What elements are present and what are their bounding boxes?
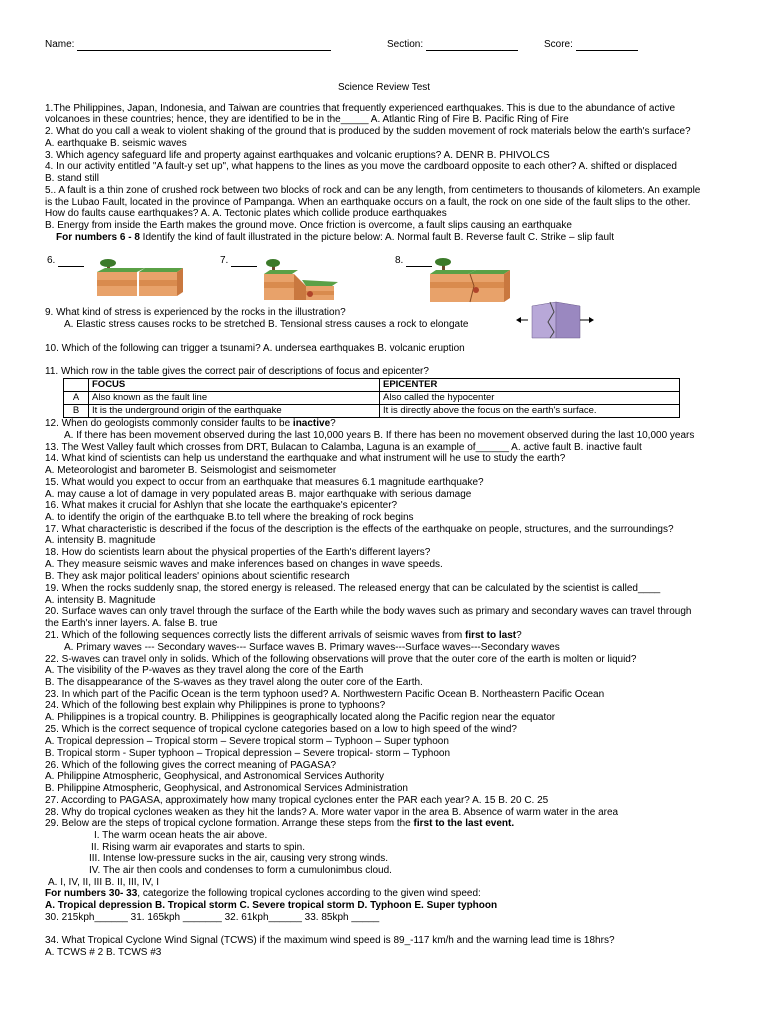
q24-options: A. Philippines is a tropical country. B. Philippines is geographically located along the Pacific region near the equator (45, 712, 556, 723)
table-row (64, 392, 680, 405)
q7-blank[interactable] (231, 256, 257, 267)
q18-stem: 18. How do scientists learn about the physical properties of the Earth's different layers? (45, 547, 431, 558)
q6-8-lead: For numbers 6 - 8 (56, 232, 140, 243)
q25-option-a: A. Tropical depression – Tropical storm – Severe tropical storm – Typhoon – Super typhoon (45, 736, 449, 747)
q25-option-b: B. Tropical storm - Super typhoon – Tropical depression – Severe tropical- storm – Typhoon (45, 748, 451, 759)
q18-option-a: A. They measure seismic waves and make inferences based on changes in wave speeds. (45, 559, 443, 570)
q22-option-b: B. The disappearance of the S-waves as they travel along the outer core of the Earth. (45, 677, 423, 688)
q26-stem: 26. Which of the following gives the correct meaning of PAGASA? (45, 760, 337, 771)
q1-line2: volcanoes in these countries; hence, they are identified to be in the_____ A. Atlantic Ring of Fire B. Pacific Ring of Fire (45, 114, 569, 125)
q17-options: A. intensity B. magnitude (45, 535, 156, 546)
fault-illustration-7 (262, 258, 340, 306)
q10-line: 10. Which of the following can trigger a tsunami? A. undersea earthquakes B. volcanic eruption (45, 343, 465, 354)
score-blank[interactable] (576, 40, 638, 51)
q26-option-b: B. Philippine Atmospheric, Geophysical, and Astronomical Services Administration (45, 783, 408, 794)
stress-illustration (514, 298, 596, 342)
q11-stem: 11. Which row in the table gives the correct pair of descriptions of focus and epicenter? (45, 366, 429, 377)
q21-stem: 21. Which of the following sequences correctly lists the different arrivals of seismic waves from first to last? (45, 630, 522, 641)
row-key: A (64, 392, 89, 405)
name-blank[interactable] (77, 40, 331, 51)
q19-options: A. intensity B. Magnitude (45, 595, 156, 606)
q2-options: A. earthquake B. seismic waves (45, 138, 187, 149)
q34-options: A. TCWS # 2 B. TCWS #3 (45, 947, 162, 958)
epicenter-header: EPICENTER (380, 379, 680, 392)
q16-stem: 16. What makes it crucial for Ashlyn that she locate the earthquake's epicenter? (45, 500, 398, 511)
q18-option-b: B. They ask major political leaders' opinions about scientific research (45, 571, 350, 582)
q4-line2: B. stand still (45, 173, 99, 184)
q29-stem: 29. Below are the steps of tropical cyclone formation. Arrange these steps from the first to the last event. (45, 818, 515, 829)
name-field[interactable] (45, 39, 331, 51)
epicenter-cell: It is directly above the focus on the earth's surface. (380, 405, 680, 418)
focus-epicenter-table (63, 378, 680, 418)
q27-line: 27. According to PAGASA, approximately how many tropical cyclones enter the PAR each year? A. 15 B. 20 C. 25 (45, 795, 549, 806)
q21-options: A. Primary waves --- Secondary waves--- Surface waves B. Primary waves---Surface waves---Secondary waves (64, 642, 560, 653)
q12-stem: 12. When do geologists commonly consider faults to be inactive? (45, 418, 336, 429)
section-label: Section: (387, 39, 424, 50)
row-key: B (64, 405, 89, 418)
section-field[interactable] (387, 39, 518, 51)
q29-options: A. I, IV, II, III B. II, III, IV, I (48, 877, 159, 888)
q34-stem: 34. What Tropical Cyclone Wind Signal (TCWS) if the maximum wind speed is 89_-117 km/h and the warning lead time is 18hrs? (45, 935, 615, 946)
q13-line: 13. The West Valley fault which crosses from DRT, Bulacan to Calamba, Laguna is an example of______ A. active fault B. inactive fault (45, 442, 642, 453)
q29-step-3: III. Intense low-pressure sucks in the air, causing very strong winds. (89, 853, 389, 864)
q9-stem: 9. What kind of stress is experienced by the rocks in the illustration? (45, 307, 346, 318)
q2-stem: 2. What do you call a weak to violent shaking of the ground that is produced by the sudden movement of rock materials below the earth's surface? (45, 126, 691, 137)
section-blank[interactable] (426, 40, 518, 51)
table-header-row (64, 379, 680, 392)
focus-header: FOCUS (89, 379, 380, 392)
q6-number: 6. (47, 255, 84, 267)
q15-options: A. may cause a lot of damage in very populated areas B. major earthquake with serious damage (45, 489, 472, 500)
q29-step-4: IV. The air then cools and condenses to form a cumulonimbus cloud. (89, 865, 392, 876)
q19-stem: 19. When the rocks suddenly snap, the stored energy is released. The released energy that can be calculated by the scientist is called____ (45, 583, 661, 594)
q30-33-choices: A. Tropical depression B. Tropical storm C. Severe tropical storm D. Typhoon E. Super typhoon (45, 900, 498, 911)
focus-cell: It is the underground origin of the earthquake (89, 405, 380, 418)
focus-cell: Also known as the fault line (89, 392, 380, 405)
q23-line: 23. In which part of the Pacific Ocean is the term typhoon used? A. Northwestern Pacific Ocean B. Northeastern Pacific Ocean (45, 689, 605, 700)
q6-8-instruction (56, 232, 614, 244)
q29-step-1: I. The warm ocean heats the air above. (94, 830, 268, 841)
table-row (64, 405, 680, 418)
q22-stem: 22. S-waves can travel only in solids. Which of the following observations will prove that the outer core of the earth is molten or liquid? (45, 654, 637, 665)
q29-step-2: II. Rising warm air evaporates and starts to spin. (91, 842, 305, 853)
q4-line1: 4. In our activity entitled "A fault-y set up", what happens to the lines as you move the cardboard opposite to each other? A. shifted or displaced (45, 161, 677, 172)
q6-blank[interactable] (58, 256, 84, 267)
score-label: Score: (544, 39, 573, 50)
q20-line2: the Earth's inner layers. A. false B. true (45, 618, 218, 629)
q26-option-a: A. Philippine Atmospheric, Geophysical, and Astronomical Services Authority (45, 771, 385, 782)
q5-line3: How do faults cause earthquakes? A. A. Tectonic plates which collide produce earthquakes (45, 208, 447, 219)
q15-stem: 15. What would you expect to occur from an earthquake that measures 6.1 magnitude earthquake? (45, 477, 484, 488)
q5-line1: 5.. A fault is a thin zone of crushed rock between two blocks of rock and can be any length, from centimeters to thousands of kilometers. An example (45, 185, 701, 196)
fault-illustration-8 (428, 258, 512, 306)
q5-line2: is the Lubao Fault, located in the province of Pampanga. When an earthquake occurs on a fault, the rock on one side of the fault slips to the other. (45, 197, 691, 208)
q12-options: A. If there has been movement observed during the last 10,000 years B. If there has been no movement observed during the last 10,000 years (64, 430, 695, 441)
q16-options: A. to identify the origin of the earthquake B.to tell where the breaking of rock begins (45, 512, 414, 523)
q22-option-a: A. The visibility of the P-waves as they travel along the core of the Earth (45, 665, 364, 676)
epicenter-cell: Also called the hypocenter (380, 392, 680, 405)
name-label: Name: (45, 39, 75, 50)
q7-number: 7. (220, 255, 257, 267)
q3-line: 3. Which agency safeguard life and property against earthquakes and volcanic eruptions? A. DENR B. PHIVOLCS (45, 150, 550, 161)
q5-line4: B. Energy from inside the Earth makes the ground move. Once friction is overcome, a fault slips causing an earthquake (45, 220, 572, 231)
q6-8-rest: Identify the kind of fault illustrated in the picture below: A. Normal fault B. Reverse fault C. Strike – slip fault (139, 232, 615, 243)
q25-stem: 25. Which is the correct sequence of tropical cyclone categories based on a low to high speed of the wind? (45, 724, 517, 735)
fault-illustration-6 (93, 258, 185, 300)
q20-line1: 20. Surface waves can only travel through the surface of the Earth while the body waves such as primary and secondary waves can travel through (45, 606, 692, 617)
q24-stem: 24. Which of the following best explain why Philippines is prone to typhoons? (45, 700, 386, 711)
q14-options: A. Meteorologist and barometer B. Seismologist and seismometer (45, 465, 337, 476)
q1-line1: 1.The Philippines, Japan, Indonesia, and Taiwan are countries that frequently experienced earthquakes. This is due to the abundance of active (45, 103, 676, 114)
page-title: Science Review Test (337, 82, 431, 93)
q28-line: 28. Why do tropical cyclones weaken as they hit the lands? A. More water vapor in the area B. Absence of warm water in the area (45, 807, 619, 818)
q9-options: A. Elastic stress causes rocks to be stretched B. Tensional stress causes a rock to elongate (64, 319, 469, 330)
q14-stem: 14. What kind of scientists can help us understand the earthquake and what instrument will he use to study the earth? (45, 453, 566, 464)
score-field[interactable] (544, 39, 638, 51)
q30-33-items: 30. 215kph______ 31. 165kph _______ 32. 61kph______ 33. 85kph _____ (45, 912, 380, 923)
q8-number: 8. (395, 255, 432, 267)
q30-33-instruction: For numbers 30- 33, categorize the following tropical cyclones according to the given wind speed: (45, 888, 481, 899)
q17-stem: 17. What characteristic is described if the focus of the description is the effects of the earthquake on people, structures, and the surroundings? (45, 524, 674, 535)
